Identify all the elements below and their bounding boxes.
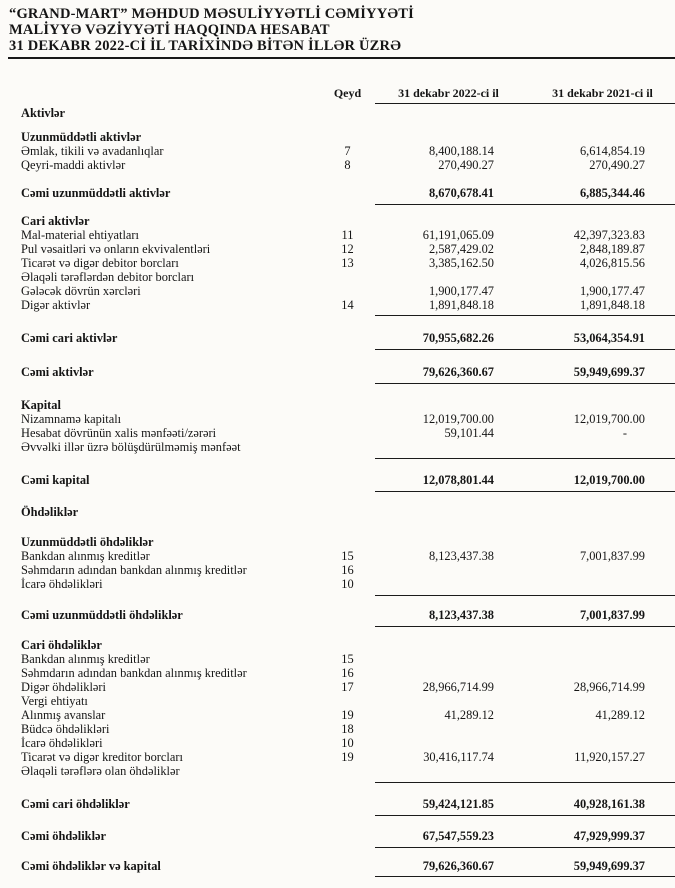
row-label: Ticarət və digər kreditor borcları [21,750,183,764]
item-row [0,764,675,778]
value-2021-cell: 2,848,189.87 [579,242,645,256]
subsection-row [0,398,675,412]
note-cell: 14 [341,298,354,312]
report-period: 31 DEKABR 2022-Cİ İL TARİXİNDƏ BİTƏN İLLƏR ÜZRƏ [9,38,402,54]
item-row [0,228,675,242]
report-header [9,6,675,54]
item-row [0,750,675,764]
item-row [0,144,675,158]
row-label: Əlaqəli tərəflərə olan öhdəliklər [21,764,180,778]
value-2021-cell: 40,928,161.38 [573,797,645,811]
subsection-row [0,638,675,652]
separator-rule [375,349,675,350]
row-label: Əlaqəli tərəflərdən debitor borcları [21,270,195,284]
value-2022-cell: 12,019,700.00 [422,412,494,426]
separator-rule [375,458,675,459]
row-label: Səhmdarın adından bankdan alınmış kreditlər [21,563,247,577]
total-row [0,608,675,622]
row-label: Cəmi öhdəliklər və kapital [21,859,161,873]
value-2021-cell: 11,920,157.27 [574,750,645,764]
row-label: Mal-material ehtiyatları [21,228,140,242]
separator-rule [375,847,675,848]
note-cell: 17 [341,680,354,694]
value-2021-cell: 4,026,815.56 [579,256,645,270]
row-label: Büdcə öhdəlikləri [21,722,110,736]
separator-rule [375,491,675,492]
value-2022-cell: 8,123,437.38 [428,608,494,622]
row-label: Cəmi uzunmüddətli öhdəliklər [21,608,183,622]
subsection-title: Uzunmüddətli öhdəliklər [21,535,154,549]
item-row [0,563,675,577]
item-row [0,577,675,591]
item-row [0,298,675,312]
subsection-row [0,214,675,228]
row-label: Digər aktivlər [21,298,91,312]
item-row [0,412,675,426]
value-2021-cell: 42,397,323.83 [573,228,645,242]
section-row [0,106,675,120]
note-cell: 11 [341,228,354,242]
row-label: Əmlak, tikili və avadanlıqlar [21,144,164,158]
section-row [0,505,675,519]
value-2021-cell: 28,966,714.99 [573,680,645,694]
note-cell: 15 [341,652,354,666]
row-label: Vergi ehtiyatı [21,694,88,708]
column-header-2022: 31 dekabr 2022-ci il [398,86,499,100]
value-2021-cell: 53,064,354.91 [573,331,645,345]
separator-rule [375,383,675,384]
row-label: Ticarət və digər debitor borcları [21,256,179,270]
value-2022-cell: 28,966,714.99 [422,680,494,694]
value-2022-cell: 12,078,801.44 [422,473,494,487]
row-label: Cəmi aktivlər [21,365,94,379]
note-cell: 16 [341,563,354,577]
value-2022-cell: 79,626,360.67 [422,859,494,873]
subsection-title: Cari aktivlər [21,214,90,228]
row-label: Cəmi öhdəliklər [21,829,107,843]
total-row [0,797,675,811]
separator-rule [375,782,675,783]
report-title: MALİYYƏ VƏZİYYƏTİ HAQQINDA HESABAT [9,22,330,38]
section-title: Öhdəliklər [21,505,79,519]
row-label: Pul vəsaitləri və onların ekvivalentləri [21,242,211,256]
value-2022-cell: 59,424,121.85 [422,797,494,811]
row-label: Alınmış avanslar [21,708,106,722]
value-2021-cell: 59,949,699.37 [573,859,645,873]
item-row [0,708,675,722]
note-cell: 7 [344,144,351,158]
separator-rule [375,315,675,316]
value-2022-cell: 1,900,177.47 [428,284,494,298]
value-2022-cell: 270,490.27 [438,158,494,172]
note-cell: 16 [341,666,354,680]
item-row [0,680,675,694]
row-label: Cəmi uzunmüddətli aktivlər [21,186,171,200]
note-column-header: Qeyd [333,86,362,100]
row-label: Bankdan alınmış kreditlər [21,652,150,666]
value-2021-cell: 47,929,999.37 [573,829,645,843]
row-label: Səhmdarın adından bankdan alınmış kreditlər [21,666,247,680]
separator-rule [375,595,675,596]
separator-rule [375,626,675,627]
value-2021-cell: 41,289.12 [595,708,645,722]
column-header-2021: 31 dekabr 2021-ci il [552,86,653,100]
row-label: Bankdan alınmış kreditlər [21,549,150,563]
value-2022-cell: 41,289.12 [444,708,494,722]
item-row [0,440,675,454]
note-cell: 8 [344,158,351,172]
note-cell: 10 [341,736,354,750]
value-2022-cell: 1,891,848.18 [428,298,494,312]
item-row [0,426,675,440]
row-label: Gələcək dövrün xərcləri [21,284,141,298]
separator-rule [375,815,675,816]
value-2021-cell: 1,891,848.18 [579,298,645,312]
value-2021-cell: 6,885,344.46 [579,186,645,200]
note-cell: 19 [341,708,354,722]
item-row [0,158,675,172]
item-row [0,270,675,284]
row-label: Cəmi cari aktivlər [21,331,118,345]
note-cell: 12 [341,242,354,256]
subsection-row [0,130,675,144]
header-rule [375,103,675,104]
company-name: “GRAND-MART” MƏHDUD MƏSULİYYƏTLİ CƏMİYYƏTİ [9,6,415,22]
row-label: İcarə öhdəlikləri [21,577,103,591]
item-row [0,256,675,270]
row-label: Cəmi cari öhdəliklər [21,797,130,811]
value-2021-cell: 6,614,854.19 [579,144,645,158]
row-label: Qeyri-maddi aktivlər [21,158,126,172]
item-row [0,666,675,680]
value-2021-cell: 59,949,699.37 [573,365,645,379]
row-label: Əvvəlki illər üzrə bölüşdürülməmiş mənfəət [21,440,241,454]
total-row [0,331,675,345]
item-row [0,652,675,666]
row-label: İcarə öhdəlikləri [21,736,103,750]
section-title: Aktivlər [21,106,66,120]
value-2022-cell: 8,670,678.41 [428,186,494,200]
item-row [0,549,675,563]
total-row [0,473,675,487]
total-row [0,829,675,843]
value-2022-cell: 30,416,117.74 [423,750,494,764]
note-cell: 10 [341,577,354,591]
row-label: Hesabat dövrünün xalis mənfəəti/zərəri [21,426,217,440]
column-header-row [0,85,675,101]
value-2022-cell: 70,955,682.26 [422,331,494,345]
subsection-row [0,535,675,549]
value-2022-cell: 3,385,162.50 [428,256,494,270]
value-2021-cell: 270,490.27 [589,158,645,172]
item-row [0,284,675,298]
title-rule [8,57,675,59]
value-2022-cell: 2,587,429.02 [428,242,494,256]
note-cell: 13 [341,256,354,270]
value-2022-cell: 8,400,188.14 [428,144,494,158]
item-row [0,694,675,708]
total-row [0,859,675,873]
subsection-title: Uzunmüddətli aktivlər [21,130,142,144]
note-cell: 15 [341,549,354,563]
value-2021-cell: 1,900,177.47 [579,284,645,298]
total-row [0,365,675,379]
value-2022-cell: 79,626,360.67 [422,365,494,379]
subsection-title: Kapital [21,398,61,412]
item-row [0,736,675,750]
value-2021-cell: 7,001,837.99 [579,549,645,563]
value-2021-cell: 12,019,700.00 [573,473,645,487]
subsection-title: Cari öhdəliklər [21,638,102,652]
value-2021-cell: 12,019,700.00 [573,412,645,426]
value-2022-cell: 8,123,437.38 [428,549,494,563]
value-2022-cell: 67,547,559.23 [422,829,494,843]
separator-rule [375,876,675,877]
separator-rule [375,204,675,205]
value-2021-cell: - [622,426,627,440]
value-2021-cell: 7,001,837.99 [579,608,645,622]
value-2022-cell: 61,191,065.09 [422,228,494,242]
value-2022-cell: 59,101.44 [444,426,494,440]
note-cell: 19 [341,750,354,764]
row-label: Nizamnamə kapitalı [21,412,122,426]
total-row [0,186,675,200]
row-label: Cəmi kapital [21,473,90,487]
item-row [0,242,675,256]
row-label: Digər öhdəlikləri [21,680,106,694]
note-cell: 18 [341,722,354,736]
item-row [0,722,675,736]
